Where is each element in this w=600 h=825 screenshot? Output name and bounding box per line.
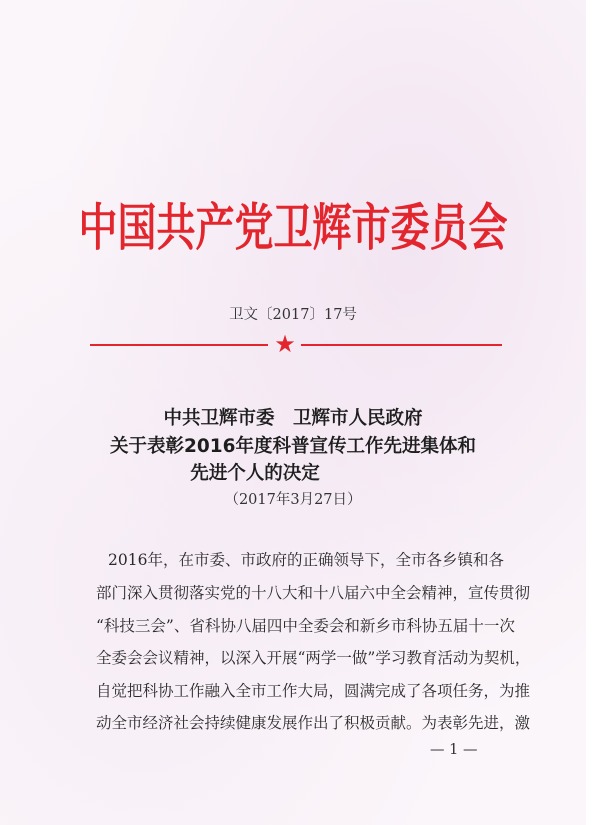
red-star-icon: ★ [274,330,296,358]
body-line-3: “科技三会”、省科协八届四中全委会和新乡市科协五届十一次 [96,617,515,635]
body-line-1: 2016年，在市委、市政府的正确领导下，全市各乡镇和各 [108,551,504,569]
issue-date: （2017年3月27日） [224,492,362,508]
document-number: 卫文〔2017〕17号 [229,307,357,323]
body-line-5: 自觉把科协工作融入全市工作大局，圆满完成了各项任务，为推 [96,682,531,700]
red-rule-right [301,344,502,346]
page-number: — 1 — [430,742,478,758]
red-rule-left [90,344,268,346]
title-line-1: 中共卫辉市委 卫辉市人民政府 [163,408,423,429]
body-line-4: 全委会会议精神，以深入开展“两学一做”学习教育活动为契机， [96,649,531,667]
title-line-3: 先进个人的决定 [190,463,320,484]
body-line-6: 动全市经济社会持续健康发展作出了积极贡献。为表彰先进，激 [96,714,531,732]
body-line-2: 部门深入贯彻落实党的十八大和十八届六中全会精神，宣传贯彻 [96,584,531,602]
scan-edge [586,0,600,825]
issuing-organization-header: 中国共产党卫辉市委员会 [78,198,508,259]
title-line-2: 关于表彰2016年度科普宣传工作先进集体和 [110,436,476,457]
